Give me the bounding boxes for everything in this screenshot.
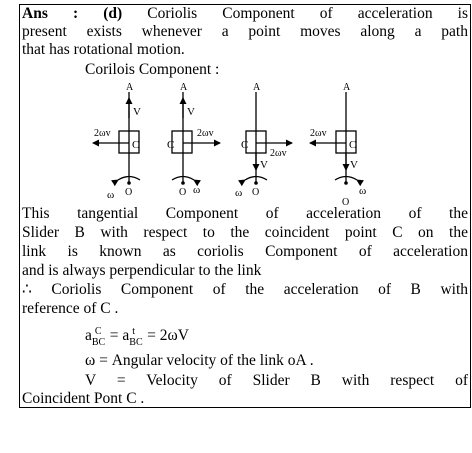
d1-label-a: A [126,82,134,93]
formula-a2: a [122,327,130,344]
diagram-1 [93,82,141,201]
explanation-line-6: reference of C . [22,300,119,317]
d1-label-c: C [132,139,140,151]
explanation-line-1: This tangential Component of acceleration of the [22,205,468,222]
formula-sub-bc-1: BC [91,337,106,348]
explanation-line-5: ∴ Coriolis Component of the acceleration of B with [22,281,468,298]
d1-label-v: V [133,106,141,118]
d4-label-v: V [350,159,358,171]
answer-prefix: Ans [22,5,48,22]
d2-label-a: A [180,82,188,93]
formula-sub-bc-2: BC [129,337,143,348]
d3-label-c: C [241,139,249,151]
diagram-2 [167,82,220,198]
d3-label-omega: ω [235,187,243,199]
d2-label-2wv: 2ωv [197,128,214,139]
formula-rhs: = 2ωV [147,327,189,344]
answer-colon: : [72,5,79,22]
d2-label-c: C [167,139,175,151]
explanation-line-2: Slider B with respect to the coincident point C on the [22,224,468,241]
answer-line-3: that has rotational motion. [22,41,185,58]
d2-label-v: V [187,106,195,118]
d1-label-o: O [125,187,133,198]
figure-title: Corilois Component : [85,61,220,78]
velocity-definition-line-2: Coincident Pont C . [22,390,145,407]
explanation-line-3: link is known as coriolis Component of acceleration [22,243,468,260]
formula-eq: = [109,327,119,344]
answer-line-2: present exists whenever a point moves along a path [22,23,468,40]
omega-definition: ω = Angular velocity of the link oA . [85,352,314,369]
formula-sup-t: t [132,326,136,337]
answer-option: (d) [103,5,123,22]
formula-a1: a [85,327,92,344]
d4-label-o: O [342,197,350,208]
coriolis-formula [85,326,189,348]
d4-label-2wv: 2ωv [310,128,327,139]
d4-label-c: C [349,139,357,151]
d2-label-o: O [179,187,187,198]
formula-sup-c: C [94,326,102,337]
d3-label-v: V [260,159,268,171]
d3-label-2wv: 2ωv [270,148,287,159]
d4-label-a: A [343,82,351,93]
d3-label-a: A [253,82,261,93]
d4-label-omega: ω [359,185,367,197]
answer-line1-rest: Coriolis Component of acceleration is [147,5,469,22]
d2-label-omega: ω [193,184,201,196]
d1-label-omega: ω [107,189,115,201]
diagram-3 [235,82,292,199]
d1-label-2wv: 2ωv [94,128,111,139]
d3-label-o: O [252,187,260,198]
diagram-4 [310,82,366,208]
explanation-line-4: and is always perpendicular to the link [22,262,262,279]
velocity-definition-line-1: V = Velocity of Slider B with respect of [85,372,468,389]
